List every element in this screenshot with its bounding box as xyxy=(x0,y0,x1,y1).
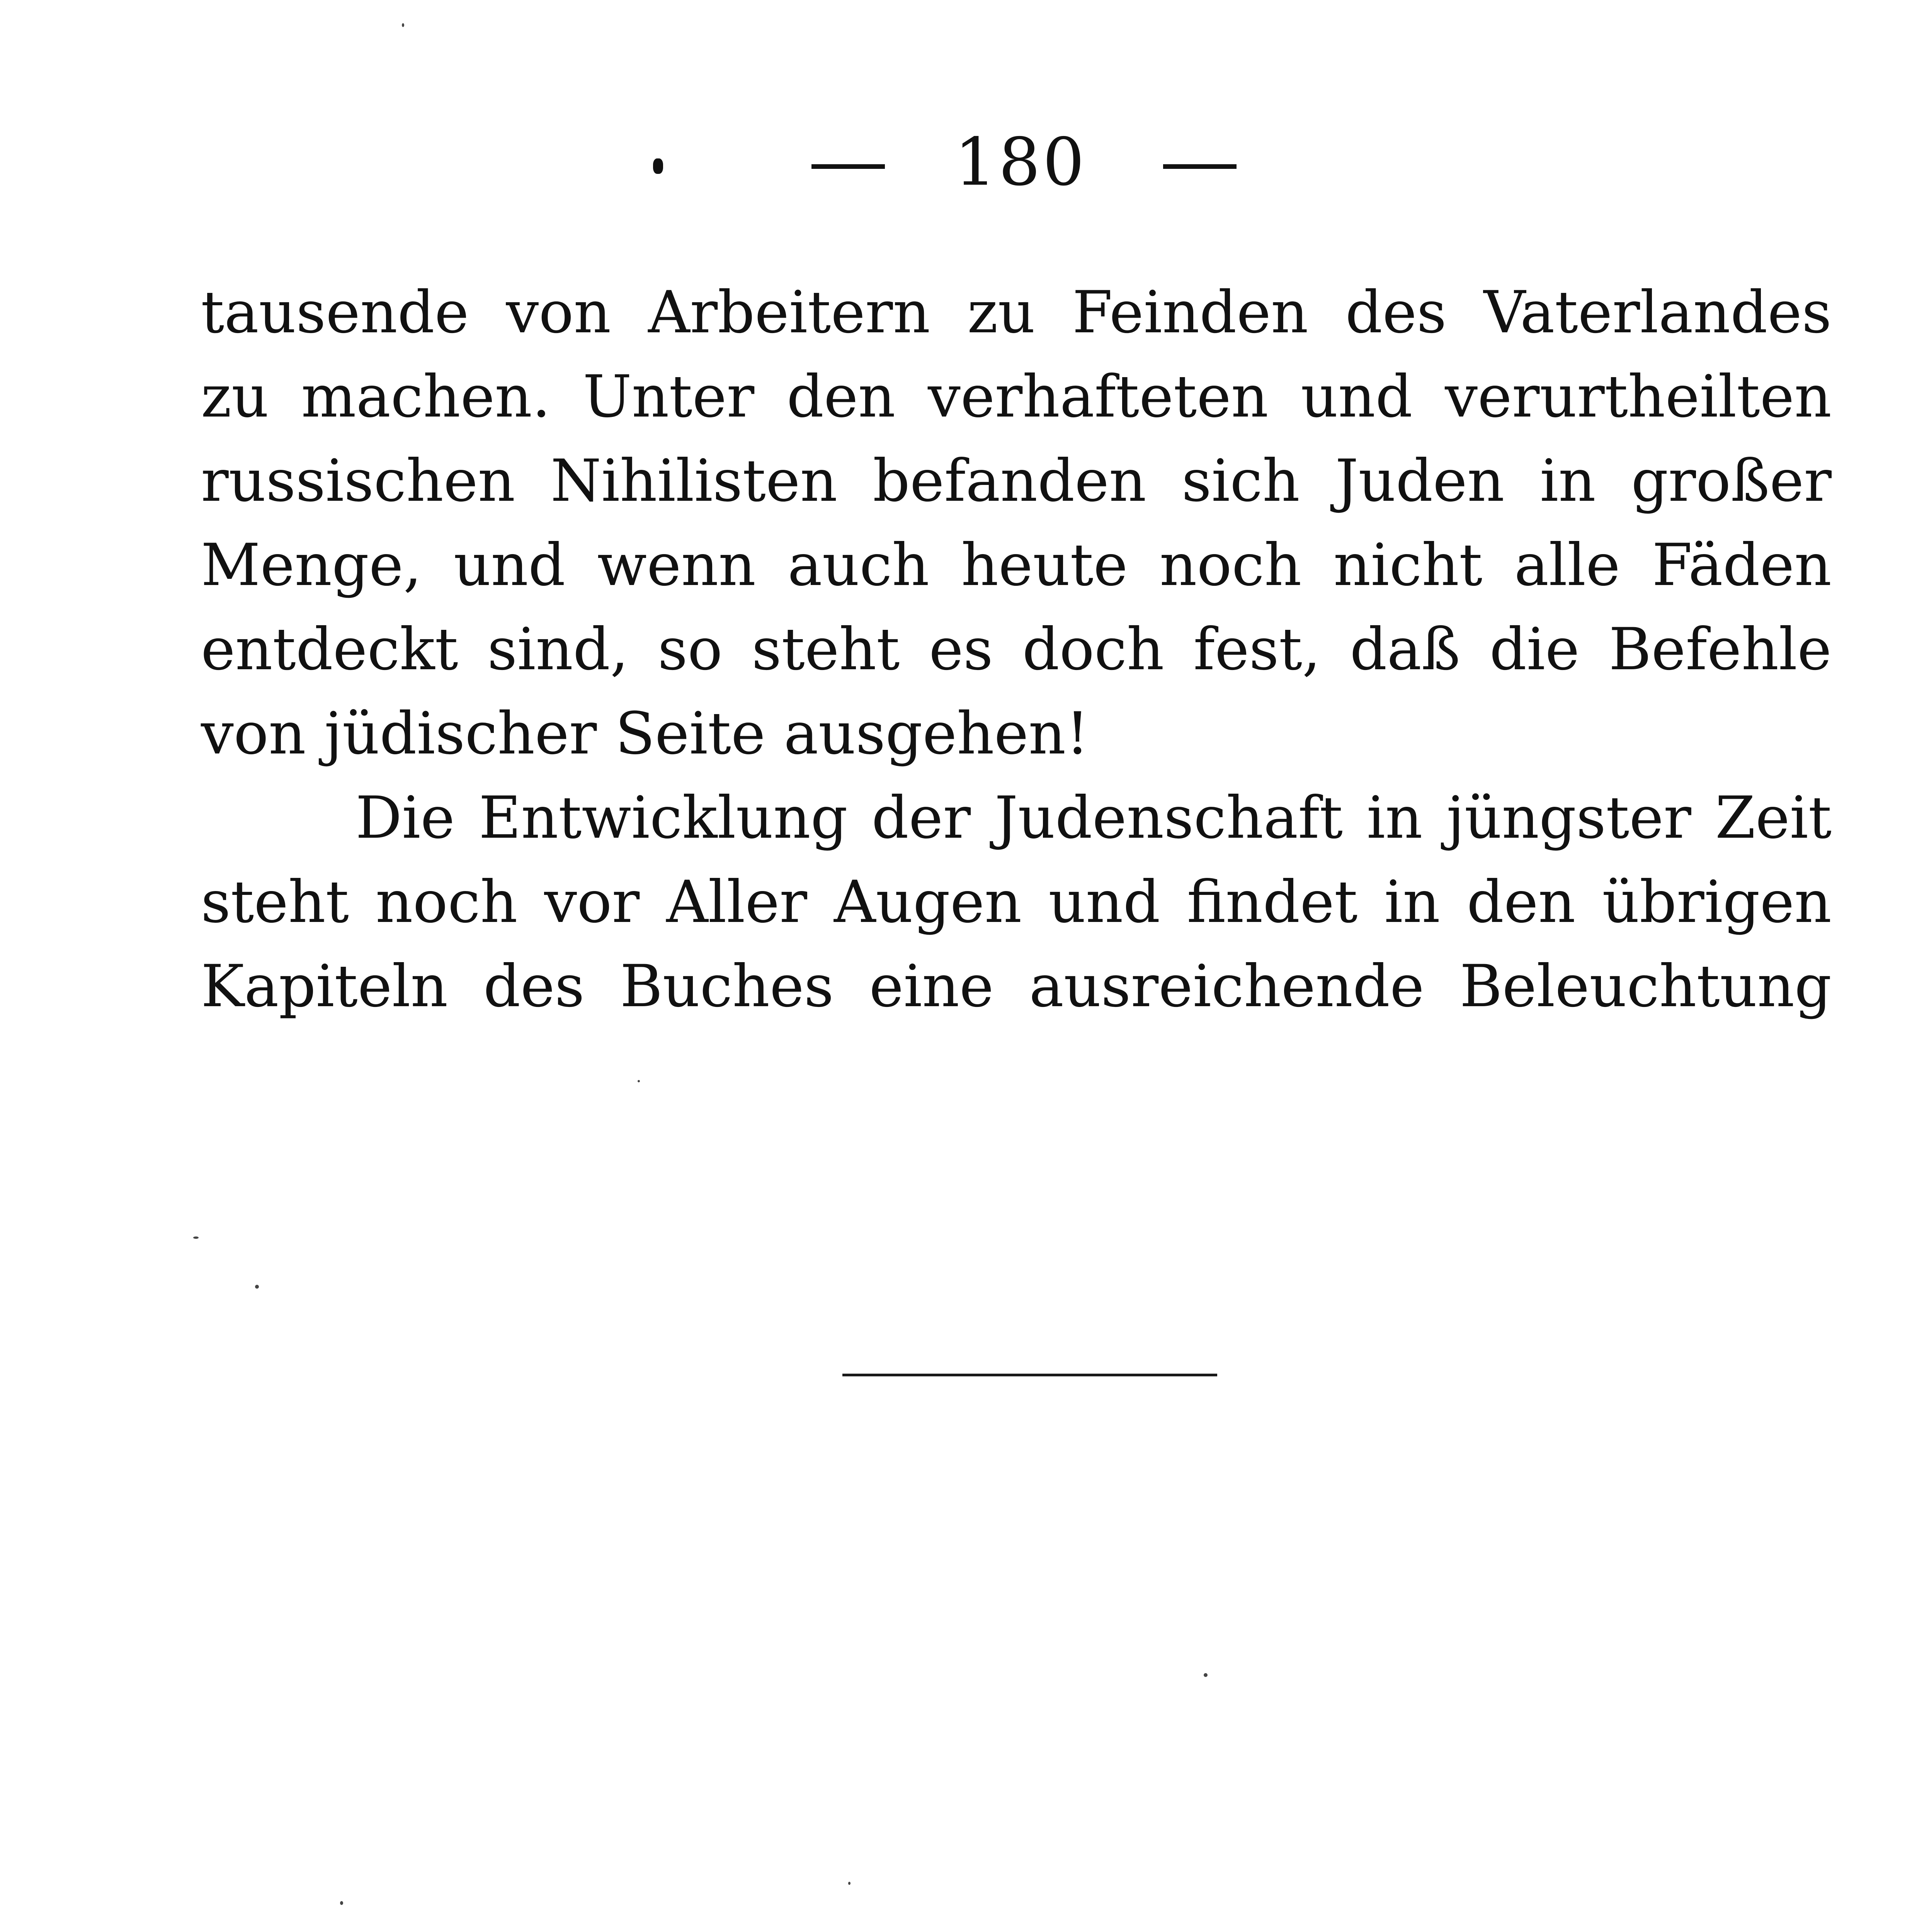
text-line: tausende von Arbeitern zu Feinden des Vaterlandes xyxy=(201,279,1832,346)
print-speck xyxy=(1204,1673,1208,1677)
print-speck xyxy=(255,1285,259,1289)
print-speck xyxy=(638,1080,640,1082)
text-line: Die Entwicklung der Judenschaft in jüngster Zeit xyxy=(356,784,1832,852)
header-mark xyxy=(653,158,663,174)
print-speck xyxy=(340,1901,343,1905)
section-divider xyxy=(842,1374,1217,1376)
page-number: 180 xyxy=(954,124,1087,201)
header-dash-right xyxy=(1163,164,1237,169)
text-line: russischen Nihilisten befanden sich Juden in großer xyxy=(201,447,1832,515)
text-line: steht noch vor Aller Augen und findet in den übrigen xyxy=(201,869,1832,936)
print-speck xyxy=(193,1236,199,1239)
print-speck xyxy=(848,1882,850,1885)
text-line: Menge, und wenn auch heute noch nicht alle Fäden xyxy=(201,532,1832,599)
print-speck xyxy=(402,23,404,27)
text-line: entdeckt sind, so steht es doch fest, daß die Befehle xyxy=(201,616,1832,683)
text-line: von jüdischer Seite ausgehen! xyxy=(201,700,1089,767)
text-line: Kapiteln des Buches eine ausreichende Beleuchtung xyxy=(201,953,1832,1020)
page-header xyxy=(0,116,1917,209)
header-dash-left xyxy=(811,164,885,169)
text-line: zu machen. Unter den verhafteten und verurtheilten xyxy=(201,363,1832,430)
body-text xyxy=(201,270,1832,1029)
